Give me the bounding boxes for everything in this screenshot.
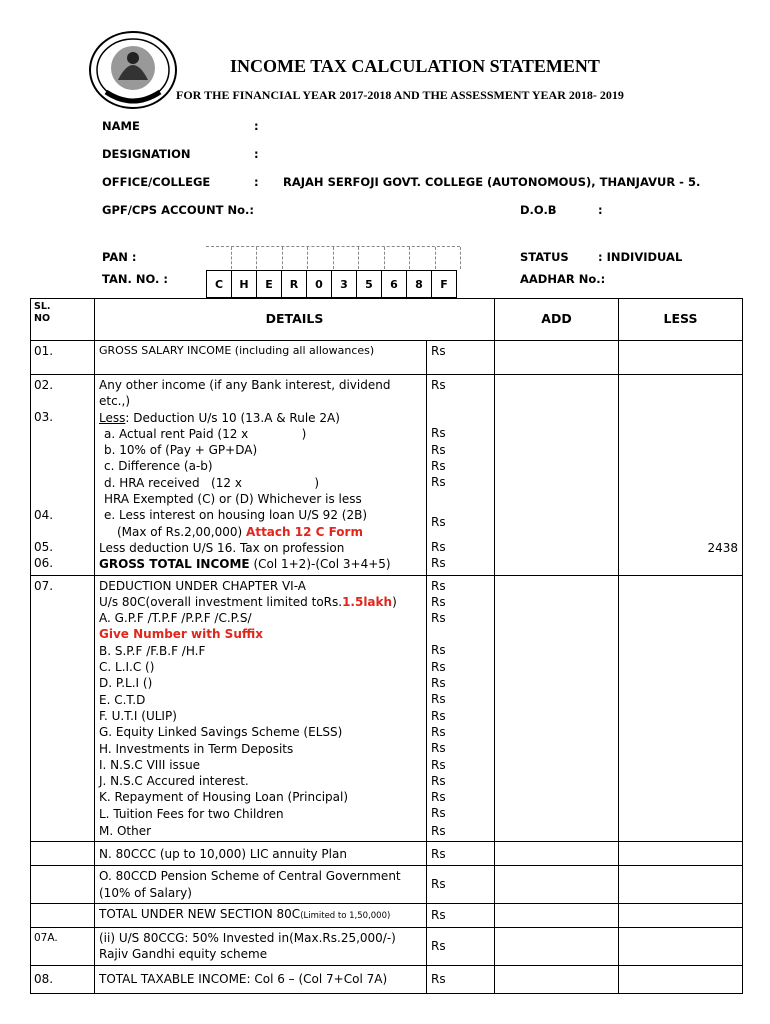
row-07-details [95,575,427,842]
row-07-item-e: E. C.T.D [99,692,146,707]
row-01-add[interactable] [495,341,619,375]
row-02-rs: Rs [431,378,446,392]
row-07-item-i: I. N.S.C VIII issue [99,757,201,772]
tan-grid [206,270,457,298]
row-total80c-add[interactable] [495,903,619,927]
header-add: ADD [495,299,619,341]
row-07-add[interactable] [495,575,619,842]
header-no-text: NO [34,313,51,324]
page-title: INCOME TAX CALCULATION STATEMENT [230,56,600,76]
row-07-item-c: C. L.I.C () [99,660,155,675]
dob-colon: : [598,203,603,217]
status-value: : INDIVIDUAL [598,250,683,264]
row-08-less[interactable] [619,965,743,993]
row-07a-rs: Rs [427,927,495,965]
calculation-table [30,298,743,994]
row-06-text [99,556,422,572]
row-04-line2: (Max of Rs.2,00,000) [117,524,243,539]
row-02-sl: 02. [34,378,54,392]
rows-02-06-rs [427,375,495,576]
row-03-title [99,410,422,426]
tan-char: 5 [357,271,382,298]
row-n-sl [31,842,95,866]
row-07-rs-g: Rs [431,724,446,739]
office-label: OFFICE/COLLEGE [102,175,211,189]
row-o-sl [31,866,95,904]
header-less: LESS [619,299,743,341]
row-n-rs: Rs [427,842,495,866]
tan-char: 6 [382,271,407,298]
row-06-sl: 06. [34,556,54,571]
row-07-rs-d: Rs [431,676,446,691]
header-sl-text: SL. [34,301,51,312]
row-01-rs: Rs [427,341,495,375]
row-07-title: DEDUCTION UNDER CHAPTER VI-A [99,578,306,593]
row-07-rs-c: Rs [431,659,446,674]
row-07-80c-limit: 1.5lakh [342,594,393,609]
pan-input-grid[interactable] [206,246,460,269]
row-07-rs-m: Rs [431,823,446,838]
tan-char: 3 [332,271,357,298]
row-01-less[interactable] [619,341,743,375]
row-04-line1: e. Less interest on housing loan U/S 92 (2B) [104,508,367,523]
row-07-item-b: B. S.P.F /F.B.F /H.F [99,643,206,658]
pan-label: PAN : [102,250,137,264]
suffix-note: Give Number with Suffix [99,627,263,642]
row-08-rs: Rs [427,965,495,993]
row-07-rs-j: Rs [431,773,446,788]
row-03c-rs: Rs [431,458,446,473]
aadhar-label: AADHAR No.: [520,272,606,286]
row-07-rs-gpf: Rs [431,611,446,626]
row-n-less[interactable] [619,842,743,866]
row-05-sl: 05. [34,539,54,554]
row-07-80c [99,594,422,610]
rows-02-06-sl [31,375,95,576]
designation-label: DESIGNATION [102,147,191,161]
row-07-less[interactable] [619,575,743,842]
row-03b-rs: Rs [431,442,446,457]
attach-12c-note: Attach 12 C Form [246,524,363,539]
row-07-item-f: F. U.T.I (ULIP) [99,708,177,723]
row-04-line2-wrap [99,524,422,540]
row-03-sl: 03. [34,410,54,425]
row-03-hra: HRA Exempted (C) or (D) Whichever is less [104,492,362,507]
tan-char: H [232,271,257,298]
row-total80c-rs: Rs [427,903,495,927]
gpf-label: GPF/CPS ACCOUNT No.: [102,203,254,217]
dob-label: D.O.B [520,203,557,217]
row-07-rs-h: Rs [431,741,446,756]
rows-02-06-details [95,375,427,576]
row-07-item-k: K. Repayment of Housing Loan (Principal) [99,790,349,805]
gross-total-rest: (Col 1+2)-(Col 3+4+5) [249,557,391,572]
row-total80c-less[interactable] [619,903,743,927]
row-03-a: a. Actual rent Paid (12 x ) [104,426,307,441]
tan-char: E [257,271,282,298]
row-04-rs: Rs [431,515,446,530]
row-07-gpf: A. G.P.F /T.P.F /P.P.F /C.P.S/ [99,611,252,626]
row-07-80c-pre: U/s 80C(overall investment limited toRs. [99,594,343,609]
row-07-sl: 07. [31,575,95,842]
row-03-d: d. HRA received (12 x ) [104,475,320,490]
row-05-text: Less deduction U/S 16. Tax on profession [99,540,345,555]
row-07a-less[interactable] [619,927,743,965]
row-07-item-d: D. P.L.I () [99,676,153,691]
row-o-text: O. 80CCD Pension Scheme of Central Government (10% of Salary) [95,866,427,904]
row-07-rs-k: Rs [431,790,446,805]
row-08-sl: 08. [31,965,95,993]
row-07-item-h: H. Investments in Term Deposits [99,741,294,756]
header-sl [31,299,95,341]
gross-total-label: GROSS TOTAL INCOME [99,557,250,572]
row-07-rs-l: Rs [431,806,446,821]
office-colon: : [254,175,259,189]
row-o-less[interactable] [619,866,743,904]
row-02-text: Any other income (if any Bank interest, dividend etc.,) [99,378,391,409]
row-07-item-g: G. Equity Linked Savings Scheme (ELSS) [99,725,343,740]
row-07a-sl: 07A. [31,927,95,965]
rows-02-06-less[interactable] [619,375,743,576]
row-07-rs-i: Rs [431,757,446,772]
row-07-rs-80c: Rs [431,594,446,609]
row-n-add[interactable] [495,842,619,866]
designation-colon: : [254,147,259,161]
row-total80c-sl [31,903,95,927]
row-03d-rs: Rs [431,475,446,490]
row-07-item-m: M. Other [99,824,152,839]
row-08-text: TOTAL TAXABLE INCOME: Col 6 – (Col 7+Col 7A) [95,965,427,993]
row-o-add[interactable] [495,866,619,904]
row-07-rs-e: Rs [431,692,446,707]
row-07-item-l: L. Tuition Fees for two Children [99,806,284,821]
row-03-title-rest: : Deduction U/s 10 (13.A & Rule 2A) [125,410,340,425]
tan-label: TAN. NO. : [102,272,168,286]
tan-char: C [207,271,232,298]
row-01-sl: 01. [31,341,95,375]
name-label: NAME [102,119,140,133]
row-o-rs: Rs [427,866,495,904]
total80c-main: TOTAL UNDER NEW SECTION 80C [99,907,301,922]
total80c-limit: (Limited to 1,50,000) [300,911,391,922]
row-06-rs: Rs [431,556,446,571]
office-value: RAJAH SERFOJI GOVT. COLLEGE (AUTONOMOUS), THANJAVUR - 5. [283,175,701,189]
row-05-less-value: 2438 [707,541,739,555]
row-total80c-text [95,903,427,927]
row-07-80c-post: ) [392,594,397,609]
tan-char: R [282,271,307,298]
row-01-text: GROSS SALARY INCOME (including all allowances) [95,341,427,375]
row-07-rs [427,575,495,842]
row-04-sl: 04. [34,507,54,522]
row-03a-rs: Rs [431,426,446,441]
tan-char: 0 [307,271,332,298]
status-label: STATUS [520,250,569,264]
row-07-item-j: J. N.S.C Accured interest. [99,774,249,789]
row-07a-add[interactable] [495,927,619,965]
name-colon: : [254,119,259,133]
row-n-text: N. 80CCC (up to 10,000) LIC annuity Plan [95,842,427,866]
row-07-rs-title: Rs [431,578,446,593]
less-word: Less [99,410,126,425]
row-08-add[interactable] [495,965,619,993]
tan-char: F [432,271,457,298]
rows-02-06-add[interactable] [495,375,619,576]
row-07a-text: (ii) U/S 80CCG: 50% Invested in(Max.Rs.25,000/-) Rajiv Gandhi equity scheme [95,927,427,965]
row-05-rs: Rs [431,539,446,554]
header-details: DETAILS [95,299,495,341]
row-07-rs-f: Rs [431,708,446,723]
row-07-rs-b: Rs [431,643,446,658]
row-03-c: c. Difference (a-b) [104,459,213,474]
page-subtitle: FOR THE FINANCIAL YEAR 2017-2018 AND THE ASSESSMENT YEAR 2018- 2019 [176,88,624,102]
row-03-b: b. 10% of (Pay + GP+DA) [104,443,258,458]
tan-char: 8 [407,271,432,298]
